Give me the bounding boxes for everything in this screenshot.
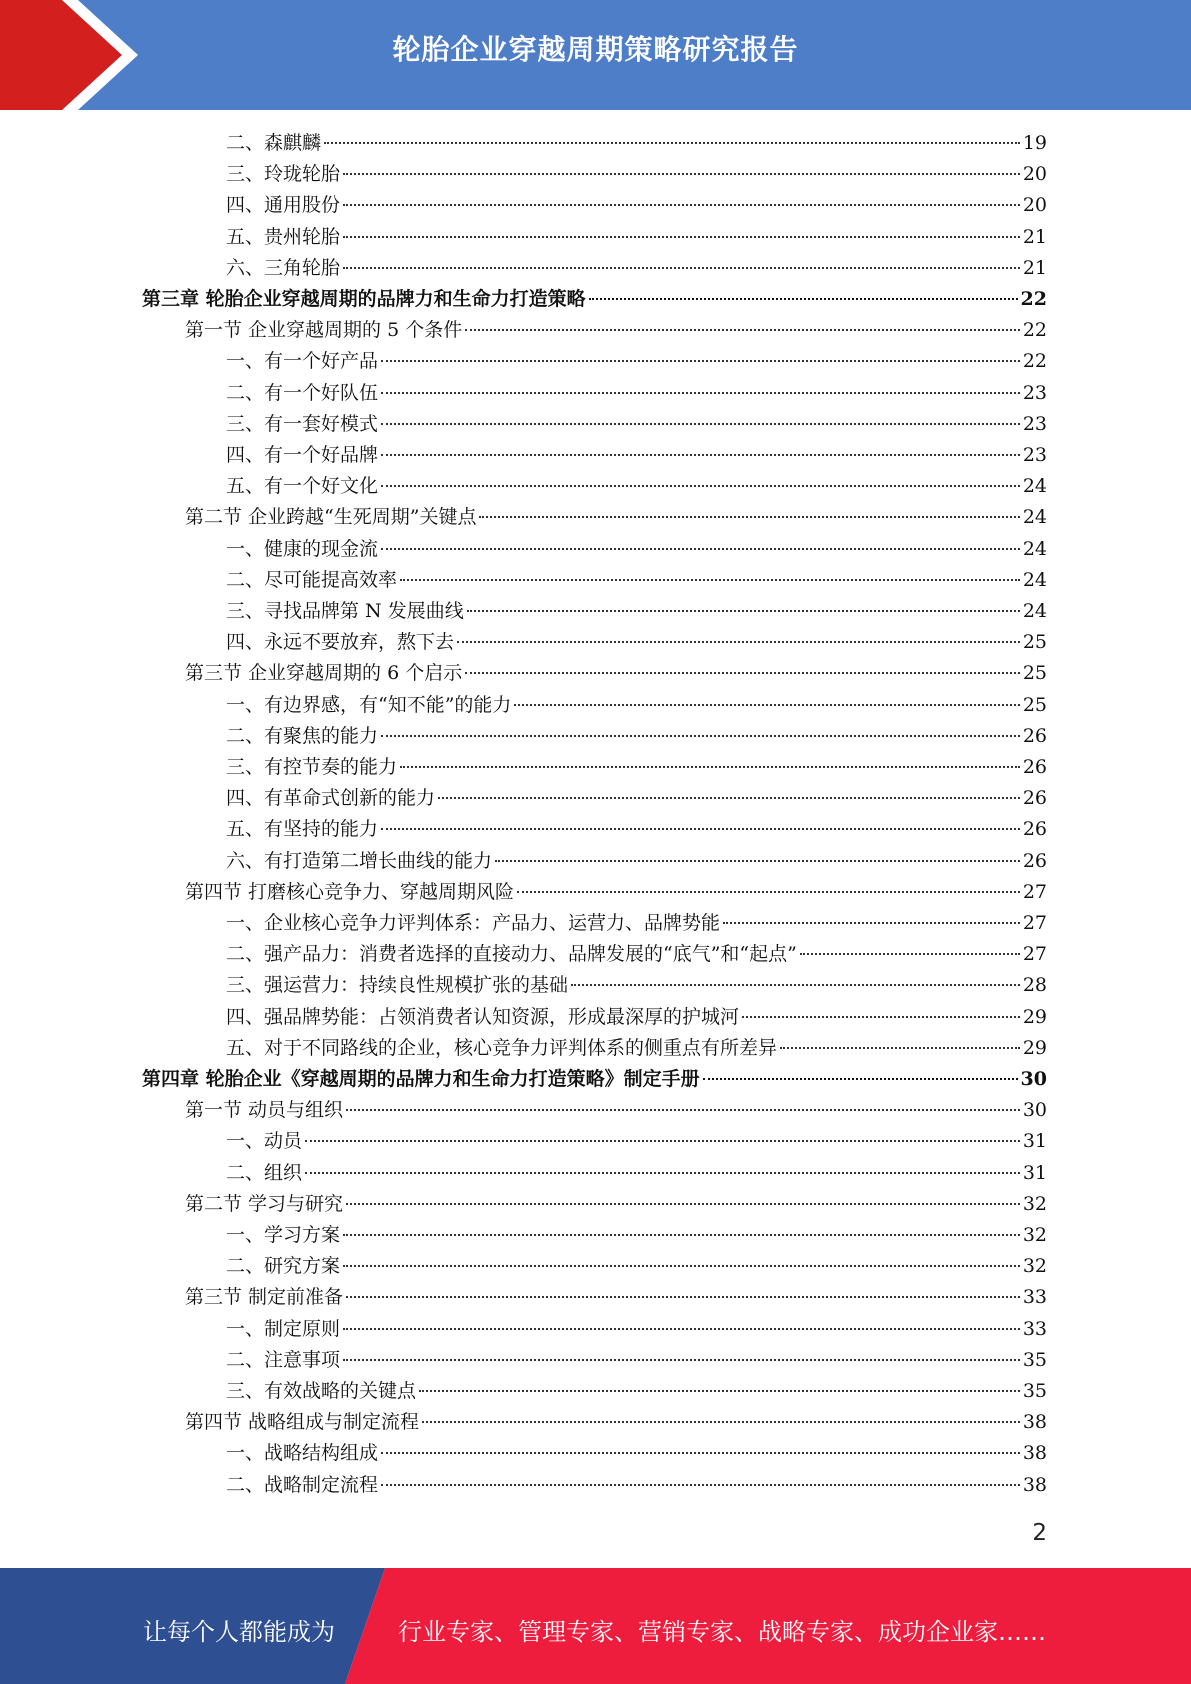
page-number: 2	[1032, 1520, 1047, 1546]
toc-dot-leader	[346, 1109, 1020, 1111]
toc-dot-leader	[517, 891, 1020, 893]
toc-entry-section[interactable]	[185, 315, 1047, 346]
toc-entry-page: 27	[1022, 943, 1047, 966]
toc-dot-leader	[467, 610, 1020, 612]
toc-entry-page: 26	[1022, 818, 1047, 841]
toc-entry-label: 第一节 企业穿越周期的 5 个条件	[185, 319, 463, 342]
toc-dot-leader	[589, 298, 1018, 300]
toc-entry-label: 二、研究方案	[226, 1255, 341, 1278]
toc-entry-label: 一、健康的现金流	[226, 537, 379, 560]
toc-entry-page: 27	[1022, 912, 1047, 934]
toc-entry-page: 23	[1022, 412, 1047, 435]
toc-entry-page: 38	[1022, 1473, 1047, 1496]
toc-entry-page: 29	[1022, 1005, 1047, 1028]
toc-entry-item[interactable]	[226, 1470, 1047, 1501]
toc-entry-label: 五、对于不同路线的企业，核心竞争力评判体系的侧重点有所差异	[226, 1036, 778, 1059]
toc-entry-page: 26	[1022, 849, 1047, 872]
toc-entry-item[interactable]	[226, 222, 1047, 253]
toc-dot-leader	[343, 1328, 1020, 1330]
toc-dot-leader	[381, 360, 1020, 362]
toc-entry-section[interactable]	[185, 877, 1047, 908]
toc-entry-label: 第三节 企业穿越周期的 6 个启示	[185, 662, 463, 685]
toc-entry-label: 一、制定原则	[226, 1317, 341, 1340]
toc-dot-leader	[343, 1265, 1020, 1267]
toc-entry-item[interactable]	[226, 253, 1047, 284]
toc-entry-item[interactable]	[226, 596, 1047, 627]
toc-entry-section[interactable]	[185, 1095, 1047, 1126]
toc-entry-item[interactable]	[226, 565, 1047, 596]
toc-entry-item[interactable]	[226, 690, 1047, 721]
toc-entry-label: 四、有革命式创新的能力	[226, 787, 436, 810]
toc-entry-page: 25	[1022, 631, 1047, 654]
toc-entry-label: 一、企业核心竞争力评判体系：产品力、运营力、品牌势能	[226, 912, 721, 934]
toc-dot-leader	[479, 516, 1019, 518]
toc-entry-item[interactable]	[226, 908, 1047, 939]
toc-dot-leader	[400, 766, 1020, 768]
toc-entry-label: 第四章 轮胎企业《穿越周期的品牌力和生命力打造策略》制定手册	[142, 1068, 700, 1090]
toc-entry-label: 五、有一个好文化	[226, 475, 379, 498]
toc-dot-leader	[419, 1390, 1020, 1392]
toc-entry-label: 三、寻找品牌第 N 发展曲线	[226, 600, 464, 622]
toc-entry-page: 38	[1022, 1411, 1047, 1434]
toc-dot-leader	[495, 860, 1020, 862]
toc-entry-item[interactable]	[226, 1438, 1047, 1469]
toc-dot-leader	[343, 1234, 1020, 1236]
toc-entry-page: 25	[1022, 693, 1047, 716]
toc-entry-section[interactable]	[185, 658, 1047, 689]
page-footer	[0, 1568, 1191, 1684]
toc-entry-page: 24	[1022, 475, 1047, 498]
toc-dot-leader	[305, 1172, 1020, 1174]
toc-dot-leader	[723, 922, 1020, 924]
toc-entry-label: 三、有效战略的关键点	[226, 1380, 417, 1402]
toc-dot-leader	[438, 797, 1020, 799]
toc-dot-leader	[343, 1359, 1020, 1361]
toc-entry-label: 二、尽可能提高效率	[226, 568, 398, 591]
toc-entry-page: 31	[1022, 1161, 1047, 1184]
toc-entry-label: 六、有打造第二增长曲线的能力	[226, 849, 493, 872]
toc-entry-page: 30	[1022, 1099, 1047, 1122]
toc-entry-page: 30	[1020, 1068, 1047, 1090]
toc-entry-item[interactable]	[226, 1002, 1047, 1033]
page-header	[0, 0, 1191, 110]
toc-entry-label: 二、有一个好队伍	[226, 381, 379, 404]
toc-entry-item[interactable]	[226, 814, 1047, 845]
toc-dot-leader	[465, 329, 1020, 331]
toc-entry-label: 第二节 学习与研究	[185, 1192, 344, 1215]
toc-dot-leader	[381, 423, 1020, 425]
toc-entry-item[interactable]	[226, 1033, 1047, 1064]
toc-entry-label: 一、动员	[226, 1130, 303, 1153]
toc-dot-leader	[343, 204, 1020, 206]
toc-entry-page: 24	[1022, 568, 1047, 591]
toc-dot-leader	[343, 267, 1020, 269]
toc-dot-leader	[343, 236, 1020, 238]
footer-slogan-right: 行业专家、管理专家、营销专家、战略专家、成功企业家……	[398, 1618, 1046, 1646]
toc-entry-page: 21	[1022, 225, 1047, 248]
toc-dot-leader	[381, 485, 1020, 487]
toc-entry-label: 第三章 轮胎企业穿越周期的品牌力和生命力打造策略	[142, 288, 586, 310]
toc-entry-page: 32	[1022, 1192, 1047, 1215]
toc-entry-label: 一、有一个好产品	[226, 350, 379, 373]
toc-entry-item[interactable]	[226, 190, 1047, 221]
toc-entry-label: 第四节 打磨核心竞争力、穿越周期风险	[185, 880, 515, 903]
toc-entry-label: 二、有聚焦的能力	[226, 724, 379, 747]
toc-entry-page: 29	[1022, 1036, 1047, 1059]
toc-entry-label: 四、有一个好品牌	[226, 444, 379, 466]
toc-entry-label: 一、战略结构组成	[226, 1442, 379, 1465]
toc-entry-page: 23	[1022, 444, 1047, 466]
toc-dot-leader	[305, 1140, 1020, 1142]
toc-entry-section[interactable]	[185, 1189, 1047, 1220]
toc-entry-label: 五、有坚持的能力	[226, 818, 379, 841]
toc-entry-label: 三、有一套好模式	[226, 412, 379, 435]
toc-dot-leader	[457, 641, 1020, 643]
toc-entry-item[interactable]	[226, 752, 1047, 783]
toc-entry-page: 24	[1022, 600, 1047, 622]
toc-entry-page: 21	[1022, 256, 1047, 279]
toc-entry-label: 二、组织	[226, 1161, 303, 1184]
toc-entry-page: 27	[1022, 880, 1047, 903]
toc-dot-leader	[381, 828, 1020, 830]
toc-dot-leader	[381, 454, 1020, 456]
toc-entry-item[interactable]	[226, 1126, 1047, 1157]
toc-entry-section[interactable]	[185, 1407, 1047, 1438]
toc-dot-leader	[742, 1016, 1020, 1018]
toc-entry-item[interactable]	[226, 1251, 1047, 1282]
toc-entry-item[interactable]	[226, 846, 1047, 877]
toc-entry-page: 22	[1020, 288, 1047, 310]
toc-entry-item[interactable]	[226, 346, 1047, 377]
toc-entry-label: 三、玲珑轮胎	[226, 163, 341, 186]
toc-entry-label: 三、有控节奏的能力	[226, 756, 398, 778]
toc-entry-item[interactable]	[226, 159, 1047, 190]
toc-entry-item[interactable]	[226, 1220, 1047, 1251]
toc-entry-chapter[interactable]	[142, 284, 1047, 315]
toc-entry-label: 五、贵州轮胎	[226, 225, 341, 248]
toc-entry-label: 二、战略制定流程	[226, 1473, 379, 1496]
toc-entry-page: 26	[1022, 787, 1047, 810]
toc-dot-leader	[343, 173, 1020, 175]
toc-entry-label: 第四节 战略组成与制定流程	[185, 1411, 420, 1434]
toc-entry-label: 六、三角轮胎	[226, 256, 341, 279]
toc-entry-item[interactable]	[226, 1314, 1047, 1345]
toc-entry-label: 三、强运营力：持续良性规模扩张的基础	[226, 974, 569, 997]
toc-entry-page: 26	[1022, 756, 1047, 778]
toc-dot-leader	[381, 1484, 1020, 1486]
toc-entry-item[interactable]	[226, 128, 1047, 159]
footer-slogan-left: 让每个人都能成为	[143, 1618, 335, 1646]
toc-entry-item[interactable]	[226, 378, 1047, 409]
toc-entry-label: 一、学习方案	[226, 1224, 341, 1246]
toc-entry-page: 19	[1022, 132, 1047, 154]
toc-entry-page: 32	[1022, 1255, 1047, 1278]
toc-entry-item[interactable]	[226, 939, 1047, 970]
toc-dot-leader	[465, 672, 1020, 674]
toc-entry-chapter[interactable]	[142, 1064, 1047, 1095]
toc-entry-item[interactable]	[226, 409, 1047, 440]
toc-dot-leader	[346, 1203, 1020, 1205]
toc-dot-leader	[514, 704, 1019, 706]
toc-dot-leader	[571, 984, 1020, 986]
toc-entry-page: 38	[1022, 1442, 1047, 1465]
toc-dot-leader	[422, 1421, 1020, 1423]
toc-entry-page: 25	[1022, 662, 1047, 685]
toc-dot-leader	[381, 392, 1020, 394]
toc-entry-item[interactable]	[226, 440, 1047, 471]
toc-entry-item[interactable]	[226, 471, 1047, 502]
toc-entry-page: 24	[1022, 506, 1047, 529]
toc-dot-leader	[381, 1452, 1020, 1454]
report-title: 轮胎企业穿越周期策略研究报告	[392, 33, 799, 66]
toc-entry-page: 23	[1022, 381, 1047, 404]
toc-entry-page: 35	[1022, 1380, 1047, 1402]
toc-dot-leader	[381, 735, 1020, 737]
toc-entry-label: 四、强品牌势能：占领消费者认知资源，形成最深厚的护城河	[226, 1005, 740, 1028]
toc-entry-label: 第三节 制定前准备	[185, 1286, 344, 1309]
toc-entry-item[interactable]	[226, 534, 1047, 565]
toc-entry-section[interactable]	[185, 1282, 1047, 1313]
toc-entry-page: 32	[1022, 1224, 1047, 1246]
toc-entry-label: 第一节 动员与组织	[185, 1099, 344, 1122]
toc-entry-section[interactable]	[185, 502, 1047, 533]
toc-entry-item[interactable]	[226, 783, 1047, 814]
toc-dot-leader	[346, 1296, 1020, 1298]
toc-entry-page: 20	[1022, 194, 1047, 217]
toc-entry-page: 28	[1022, 974, 1047, 997]
toc-entry-label: 二、强产品力：消费者选择的直接动力、品牌发展的“底气”和“起点”	[226, 943, 797, 966]
toc-entry-label: 四、通用股份	[226, 194, 341, 217]
toc-entry-page: 33	[1022, 1317, 1047, 1340]
toc-entry-label: 一、有边界感，有“知不能”的能力	[226, 693, 512, 716]
toc-entry-label: 四、永远不要放弃，熬下去	[226, 631, 455, 654]
toc-dot-leader	[800, 953, 1020, 955]
toc-entry-page: 24	[1022, 537, 1047, 560]
toc-entry-item[interactable]	[226, 970, 1047, 1001]
toc-entry-item[interactable]	[226, 1376, 1047, 1407]
toc-entry-item[interactable]	[226, 627, 1047, 658]
toc-entry-page: 26	[1022, 724, 1047, 747]
toc-entry-item[interactable]	[226, 1345, 1047, 1376]
toc-dot-leader	[400, 579, 1020, 581]
toc-entry-label: 二、注意事项	[226, 1348, 341, 1371]
toc-entry-page: 33	[1022, 1286, 1047, 1309]
toc-dot-leader	[324, 142, 1020, 144]
toc-entry-item[interactable]	[226, 1158, 1047, 1189]
toc-dot-leader	[780, 1047, 1020, 1049]
toc-entry-label: 二、森麒麟	[226, 132, 322, 154]
toc-dot-leader	[381, 548, 1020, 550]
toc-entry-page: 22	[1022, 350, 1047, 373]
toc-entry-item[interactable]	[226, 721, 1047, 752]
toc-entry-page: 31	[1022, 1130, 1047, 1153]
toc-entry-page: 20	[1022, 163, 1047, 186]
toc-entry-label: 第二节 企业跨越“生死周期”关键点	[185, 506, 477, 529]
toc-entry-page: 35	[1022, 1348, 1047, 1371]
toc-entry-page: 22	[1022, 319, 1047, 342]
toc-dot-leader	[703, 1078, 1018, 1080]
